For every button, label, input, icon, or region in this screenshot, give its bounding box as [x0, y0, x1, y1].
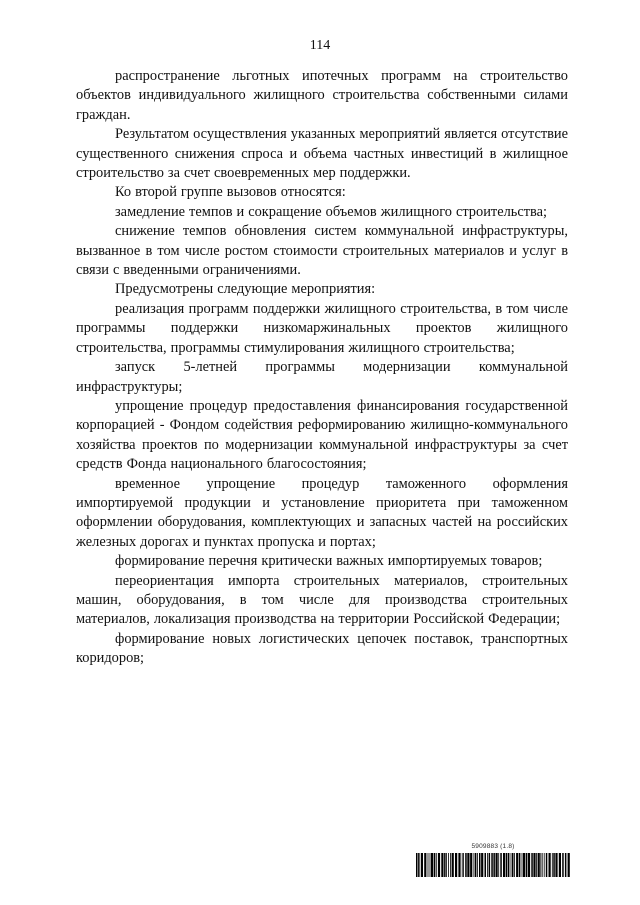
document-barcode: [416, 843, 570, 877]
paragraph: снижение темпов обновления систем коммунальной инфраструктуры, вызванное в том числе ростом стоимости строительных материалов и услуг в связи с введенными ограничениями.: [76, 223, 568, 279]
paragraph: Предусмотрены следующие мероприятия:: [115, 281, 376, 298]
paragraph: формирование новых логистических цепочек поставок, транспортных коридоров;: [76, 630, 568, 667]
paragraph: Ко второй группе вызовов относятся:: [115, 184, 346, 201]
document-body: [76, 67, 568, 669]
barcode-code: 5909883 (1.8): [471, 843, 515, 850]
paragraph: запуск 5-летней программы модернизации коммунальной инфраструктуры;: [76, 359, 568, 395]
paragraph: реализация программ поддержки жилищного строительства, в том числе программы поддержки низкомаржинальных проектов жилищного строительства, программы стимулирования жилищного строительства;: [76, 300, 568, 356]
barcode-icon: [416, 853, 570, 877]
paragraph: формирование перечня критически важных импортируемых товаров;: [115, 553, 543, 570]
paragraph: распространение льготных ипотечных программ на строительство объектов индивидуального жилищного строительства собственными силами граждан.: [76, 68, 568, 123]
page-number: 114: [309, 38, 331, 53]
paragraph: замедление темпов и сокращение объемов жилищного строительства;: [115, 203, 547, 220]
paragraph: переориентация импорта строительных материалов, строительных машин, оборудования, в том числе для производства строительных материалов, локализация производства на территории Российской Федерации;: [76, 572, 568, 628]
paragraph: временное упрощение процедур таможенного оформления импортируемой продукции и установление приоритета при таможенном оформлении оборудования, комплектующих и запасных частей на российских железных дорогах и пунктах пропуска и портах;: [76, 475, 568, 550]
paragraph: упрощение процедур предоставления финансирования государственной корпорацией - Фондом содействия реформированию жилищно-коммунального хозяйства проектов по модернизации коммунальной инфраструктуры за счет средств Фонда национального благосостояния;: [76, 397, 568, 473]
paragraph: Результатом осуществления указанных мероприятий является отсутствие существенного снижения спроса и объема частных инвестиций в жилищное строительство за счет своевременных мер поддержки.: [76, 126, 569, 182]
